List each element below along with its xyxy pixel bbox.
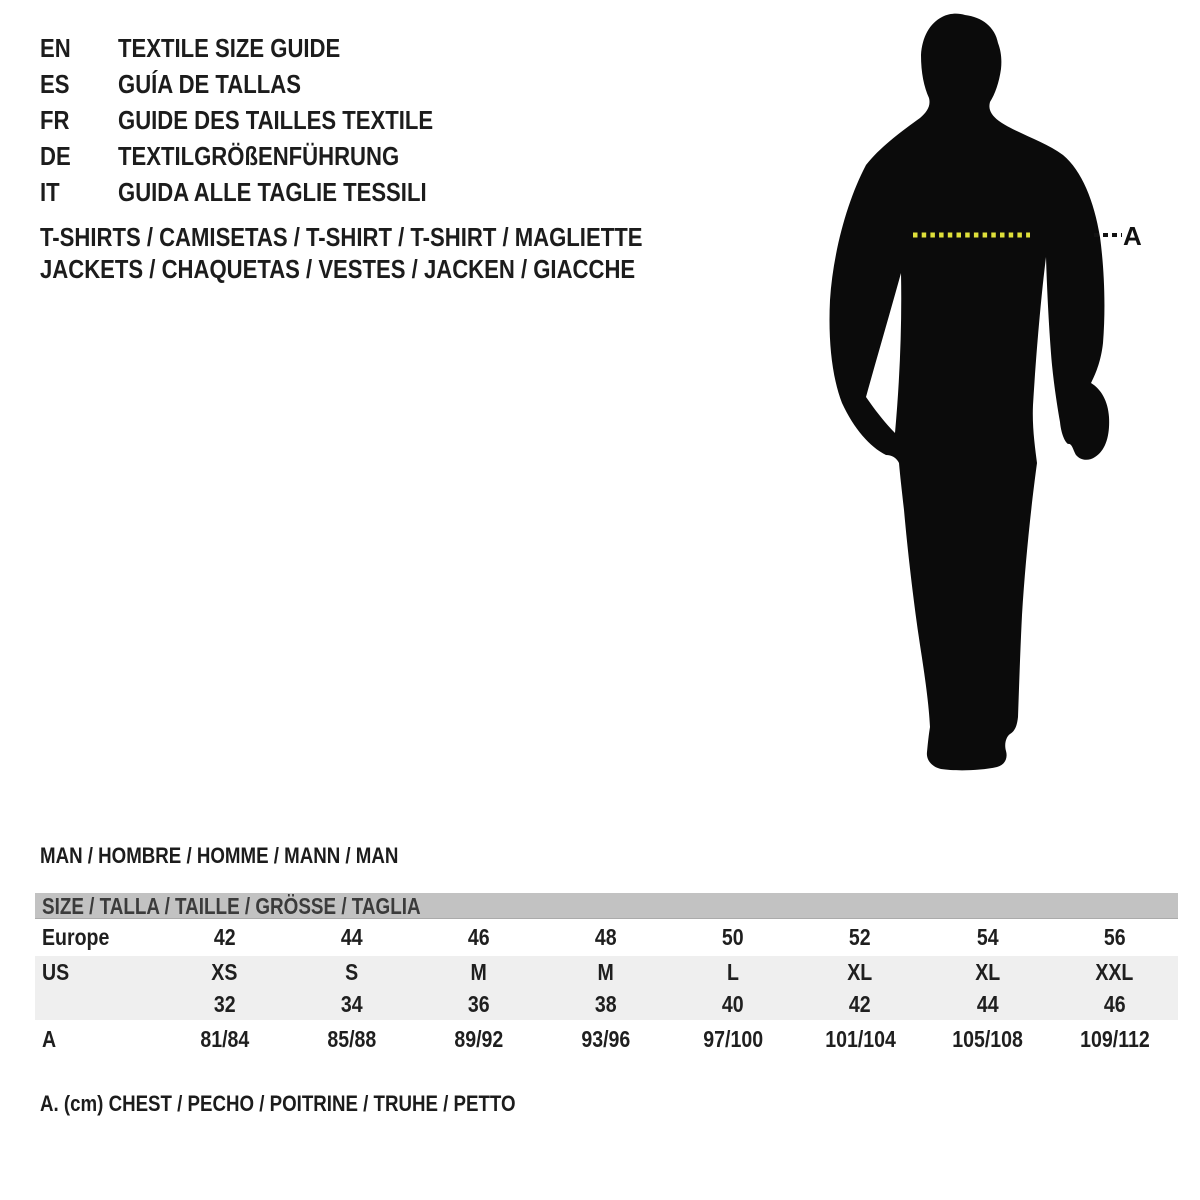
size-cell: XXL (1095, 958, 1134, 985)
size-cell: 44 (340, 924, 363, 950)
size-cell: 42 (849, 990, 872, 1017)
product-line-jackets-text: JACKETS / CHAQUETAS / VESTES / JACKEN / GIACCHE (40, 254, 636, 284)
size-cell: 38 (595, 990, 617, 1017)
size-cell: S (345, 958, 359, 985)
language-code: FR (40, 104, 70, 135)
size-table-header-text: SIZE / TALLA / TAILLE / GRÖSSE / TAGLIA (42, 893, 421, 919)
size-cell: M (597, 958, 615, 985)
size-cell: 93/96 (581, 1025, 631, 1052)
product-category-block (40, 221, 749, 285)
row-label-cell: A (42, 1025, 57, 1052)
measurement-footnote-text: A. (cm) CHEST / PECHO / POITRINE / TRUHE / PETTO (40, 1091, 516, 1116)
measurement-figure (820, 5, 1200, 780)
language-row (40, 102, 489, 138)
size-cell: 42 (213, 924, 236, 950)
language-code: IT (40, 176, 60, 207)
size-cell: M (470, 958, 487, 985)
language-label: GUIDA ALLE TAGLIE TESSILI (118, 176, 427, 207)
language-code: ES (40, 68, 70, 99)
gender-heading-text: MAN / HOMBRE / HOMME / MANN / MAN (40, 843, 399, 868)
size-cell: 105/108 (951, 1025, 1023, 1052)
size-cell: 34 (340, 990, 363, 1017)
language-title-block (40, 30, 489, 210)
size-cell: L (727, 958, 740, 985)
gender-heading (40, 844, 462, 868)
table-row (35, 1020, 1178, 1058)
size-cell: 52 (849, 924, 872, 950)
size-cell: 40 (722, 990, 744, 1017)
language-row (40, 66, 489, 102)
product-line-jackets (40, 253, 749, 285)
size-cell: 81/84 (200, 1025, 250, 1052)
table-row (35, 919, 1178, 956)
size-cell: 48 (595, 924, 617, 950)
size-cell: 109/112 (1079, 1025, 1150, 1052)
row-label-cell (35, 991, 161, 1018)
size-table-header (35, 893, 1178, 919)
product-line-tshirts-text: T-SHIRTS / CAMISETAS / T-SHIRT / T-SHIRT / MAGLIETTE (40, 222, 643, 252)
language-label: GUIDE DES TAILLES TEXTILE (118, 104, 434, 135)
size-cell: XL (847, 958, 873, 985)
size-cell: 50 (722, 924, 744, 950)
measure-label-a: A (1123, 221, 1142, 251)
language-row (40, 174, 489, 210)
size-cell: 101/104 (824, 1025, 896, 1052)
size-cell: 97/100 (703, 1025, 763, 1052)
product-line-tshirts (40, 221, 749, 253)
size-cell: 44 (976, 990, 999, 1017)
measure-callout-dash (1094, 233, 1122, 237)
size-table-rows (35, 919, 1178, 1058)
table-row (35, 956, 1178, 988)
size-cell: 46 (1103, 990, 1126, 1017)
language-row (40, 30, 489, 66)
size-cell: 32 (213, 990, 236, 1017)
row-label-cell: US (42, 958, 70, 985)
table-row (35, 988, 1178, 1020)
language-label: TEXTILGRÖßENFÜHRUNG (118, 140, 400, 171)
size-cell: 56 (1103, 924, 1126, 950)
size-cell: 36 (467, 990, 490, 1017)
size-cell: XS (211, 958, 238, 985)
man-silhouette (820, 5, 1120, 780)
row-label-cell: Europe (42, 924, 110, 950)
language-label: GUÍA DE TALLAS (118, 68, 301, 99)
language-row (40, 138, 489, 174)
language-code: EN (40, 32, 71, 63)
size-cell: 89/92 (454, 1025, 504, 1052)
size-table (35, 893, 1178, 1058)
measurement-footnote (40, 1091, 599, 1117)
language-label: TEXTILE SIZE GUIDE (118, 32, 341, 63)
size-cell: XL (974, 958, 1000, 985)
language-code: DE (40, 140, 71, 171)
size-cell: 46 (467, 924, 490, 950)
size-cell: 85/88 (327, 1025, 377, 1052)
size-cell: 54 (976, 924, 999, 950)
